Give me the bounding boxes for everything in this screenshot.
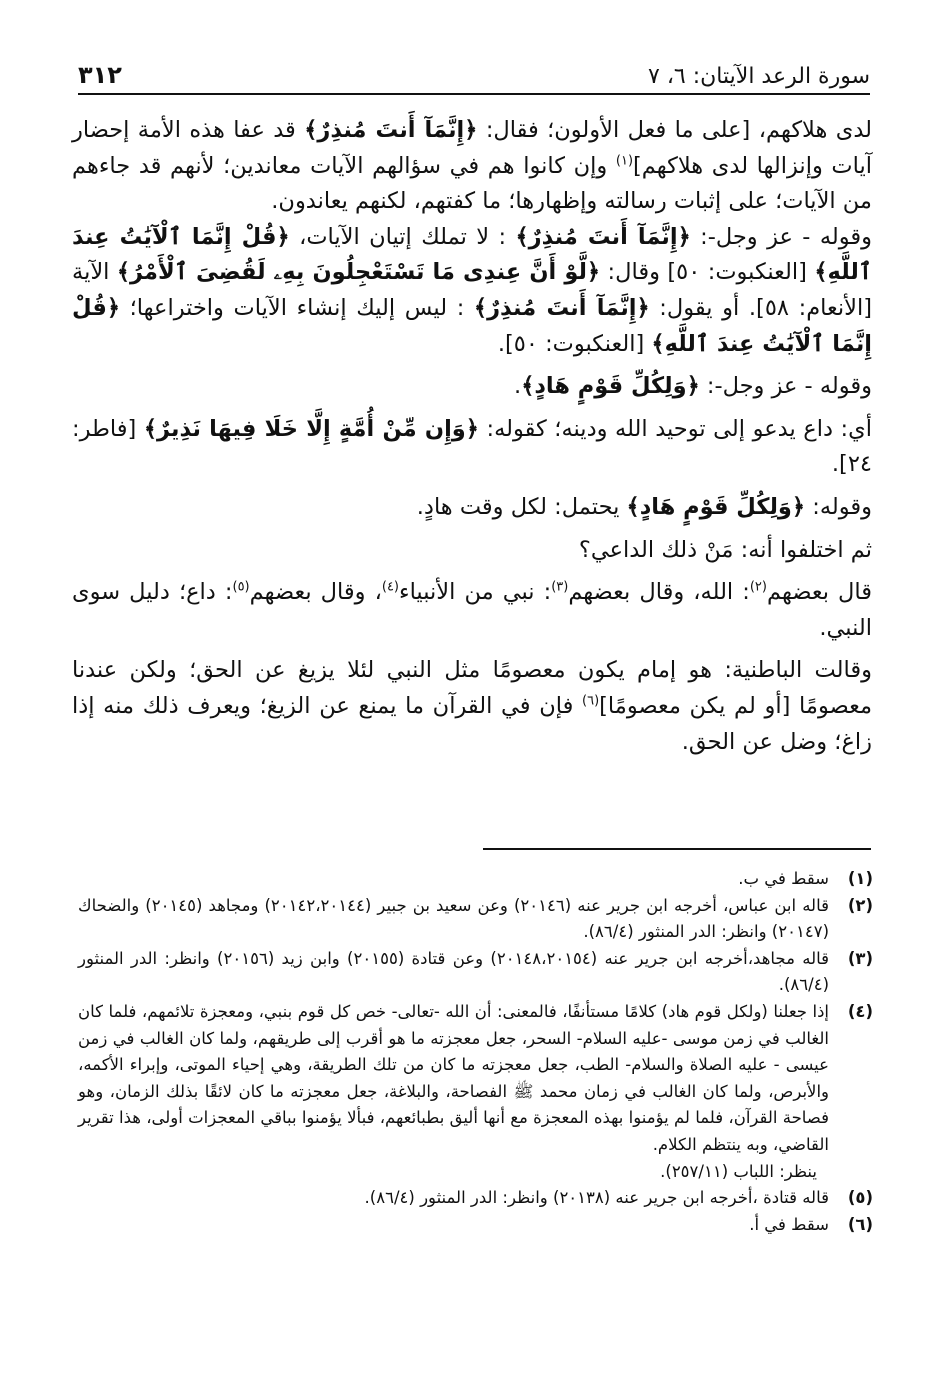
text-run: وقالت الباطنية: هو إمام يكون معصومًا مثل النبي لئلا يزيغ عن الحق؛ ولكن عندنا معصومًا [أو لم يكن معصومًا] (72, 657, 873, 719)
footnote-marker: (٤) (381, 579, 399, 595)
footnote-text: قاله ابن عباس، أخرجه ابن جرير عنه (٢٠١٤٦) وعن سعيد بن جبير (٢٠١٤٢،٢٠١٤٤) ومجاهد (٢٠١٤٥) والضحاك (٢٠١٤٧) وانظر: الدر المنثور (٨٦/٤). (78, 895, 829, 942)
footnote-text: إذا جعلنا (ولكل قوم هاد) كلامًا مستأنفًا، فالمعنى: أن الله -تعالى- خص كل قوم بنبي، ومعجزة تلائمهم، فلما كان الغالب في زمن موسى -عليه السلام- السحر، جعل معجزته ما هو أقرب إلى طريقهم، ولما كان الغالب في زمن عيسى - عليه الصلاة والسلام- الطب، جعل معجزته ما كان من تلك الطريقة، وهي إحياء الموتى، وإبراء الأكمه، والأبرص، ولما كان الغالب في زمان محمد ﷺ الفصاحة، والبلاغة، جعل معجزته ما كان لائقًا بذلك الزمان، وهو فصاحة القرآن، فلما لم يؤمنوا بهذه المعجزة مع أنها أليق بطبائعهم، فبألا يؤمنوا بباقي المعجزات أولى، هذا تقرير القاضي، وبه ينتظم الكلام. (78, 1001, 829, 1154)
paragraph-7 (72, 575, 872, 646)
footnote-text: سقط في أ. (749, 1214, 829, 1234)
footnote (78, 946, 873, 999)
quran-quote: ﴿إِنَّمَآ أَنتَ مُنذِرٌ﴾ (304, 117, 478, 143)
text-run: . (514, 373, 522, 400)
text-run: يحتمل: لكل وقت هادٍ. (416, 493, 627, 520)
footnote-text: قاله قتادة ،أخرجه ابن جرير عنه (٢٠١٣٨) وانظر: الدر المنثور (٨٦/٤). (364, 1188, 829, 1208)
paragraph-1 (72, 113, 872, 220)
text-run: : داع؛ دليل سوى النبي. (72, 579, 872, 641)
footnote (78, 1185, 873, 1212)
text-run: فإن في القرآن ما يمنع عن الزيغ؛ ويعرف ذلك منه إذا زاغ؛ وضل عن الحق. (72, 692, 872, 755)
quran-quote: ﴿إِنَّمَآ أَنتَ مُنذِرٌ﴾ (515, 223, 691, 250)
footnote-marker: (٣) (551, 579, 569, 595)
quran-quote: ﴿قُلْ إِنَّمَا ٱلْآيَٰتُ عِندَ ٱللَّهِ﴾ (72, 294, 872, 357)
text-run: وقوله - عز وجل-: (690, 223, 872, 250)
text-run: الآية [الأنعام: ٥٨]. أو يقول: (72, 259, 872, 321)
text-run: قال بعضهم (766, 579, 873, 606)
footnote (78, 999, 873, 1159)
text-run: [العنكبوت: ٥٠] وقال: (600, 259, 815, 286)
paragraph-5 (72, 490, 872, 526)
footnote-divider (483, 848, 871, 850)
paragraph-4 (72, 412, 872, 483)
footnote-text: ينظر: اللباب (٢٥٧/١١). (660, 1161, 817, 1181)
text-run: [العنكبوت: ٥٠]. (497, 330, 652, 357)
text-run: أي: داع يدعو إلى توحيد الله ودينه؛ كقوله: (478, 415, 872, 442)
footnotes (78, 866, 873, 1238)
text-run: : ليس إليك إنشاء الآيات واختراعها؛ (120, 294, 474, 321)
footnote-marker: (٦) (582, 693, 600, 709)
footnote-marker: (٥) (232, 579, 250, 595)
text-run: وقوله: (805, 493, 872, 520)
footnote-number: (٦) (847, 1214, 873, 1234)
footnote-number: (١) (847, 869, 873, 888)
main-text (72, 113, 872, 760)
text-run: قد عفا هذه الأمة إحضار آيات وإنزالها لدى هلاكهم] (72, 117, 872, 179)
quran-quote: ﴿قُلْ إِنَّمَا ٱلْآيَٰتُ عِندَ ٱللَّهِ﴾ (72, 223, 873, 286)
text-run: : الله، وقال بعضهم (568, 579, 750, 606)
paragraph-8 (72, 653, 872, 760)
quran-quote: ﴿لَّوْ أَنَّ عِندِى مَا تَسْتَعْجِلُونَ بِهِۦ لَقُضِىَ ٱلْأَمْرُ﴾ (116, 259, 601, 286)
footnote (78, 1212, 873, 1239)
text-run: وإن كانوا هم في سؤالهم الآيات معاندين؛ لأنهم قد جاءهم من الآيات؛ على إثبات رسالته وإظهارها؛ ما كفتهم، لكنهم يعاندون. (72, 152, 872, 215)
paragraph-2 (72, 220, 872, 362)
text-run: : نبي من الأنبياء (399, 579, 552, 606)
footnote-text: سقط في ب. (738, 869, 829, 888)
footnote-marker: (١) (615, 153, 634, 169)
footnote-number: (٣) (847, 948, 873, 968)
quran-quote: ﴿وَلِكُلِّ قَوْمٍ هَادٍ﴾ (521, 373, 700, 400)
quran-quote: ﴿وَإِن مِّنْ أُمَّةٍ إِلَّا خَلَا فِيهَا نَذِيرٌ﴾ (143, 415, 479, 442)
footnote-number: (٥) (847, 1188, 873, 1208)
footnote-number: (٤) (847, 1001, 873, 1021)
paragraph-6: ثم اختلفوا أنه: مَنْ ذلك الداعي؟ (578, 536, 872, 563)
text-run: وقوله - عز وجل-: (699, 373, 872, 400)
footnote-reference (78, 1159, 873, 1186)
footnote (78, 893, 873, 946)
text-run: ، وقال بعضهم (249, 579, 382, 606)
page-header (78, 55, 870, 95)
text-run: [فاطر: ٢٤]. (72, 415, 872, 478)
quran-quote: ﴿وَلِكُلِّ قَوْمٍ هَادٍ﴾ (626, 493, 806, 520)
paragraph-3 (72, 369, 872, 405)
footnote-number: (٢) (847, 895, 873, 915)
running-title: سورة الرعد الآيتان: ٦، ٧ (648, 64, 870, 89)
footnote-marker: (٢) (749, 579, 767, 595)
footnote-text: قاله مجاهد،أخرجه ابن جرير عنه (٢٠١٤٨،٢٠١٥٤) وعن قتادة (٢٠١٥٥) وابن زيد (٢٠١٥٦) وانظر: الدر المنثور (٨٦/٤). (78, 948, 830, 995)
footnote (78, 866, 873, 893)
page-number: ٣١٢ (78, 61, 122, 89)
text-run: لدى هلاكهم، [على ما فعل الأولون؛ فقال: (477, 117, 872, 143)
quran-quote: ﴿إِنَّمَآ أَنتَ مُنذِرٌ﴾ (473, 294, 650, 321)
text-run: : لا تملك إتيان الآيات، (289, 223, 516, 250)
